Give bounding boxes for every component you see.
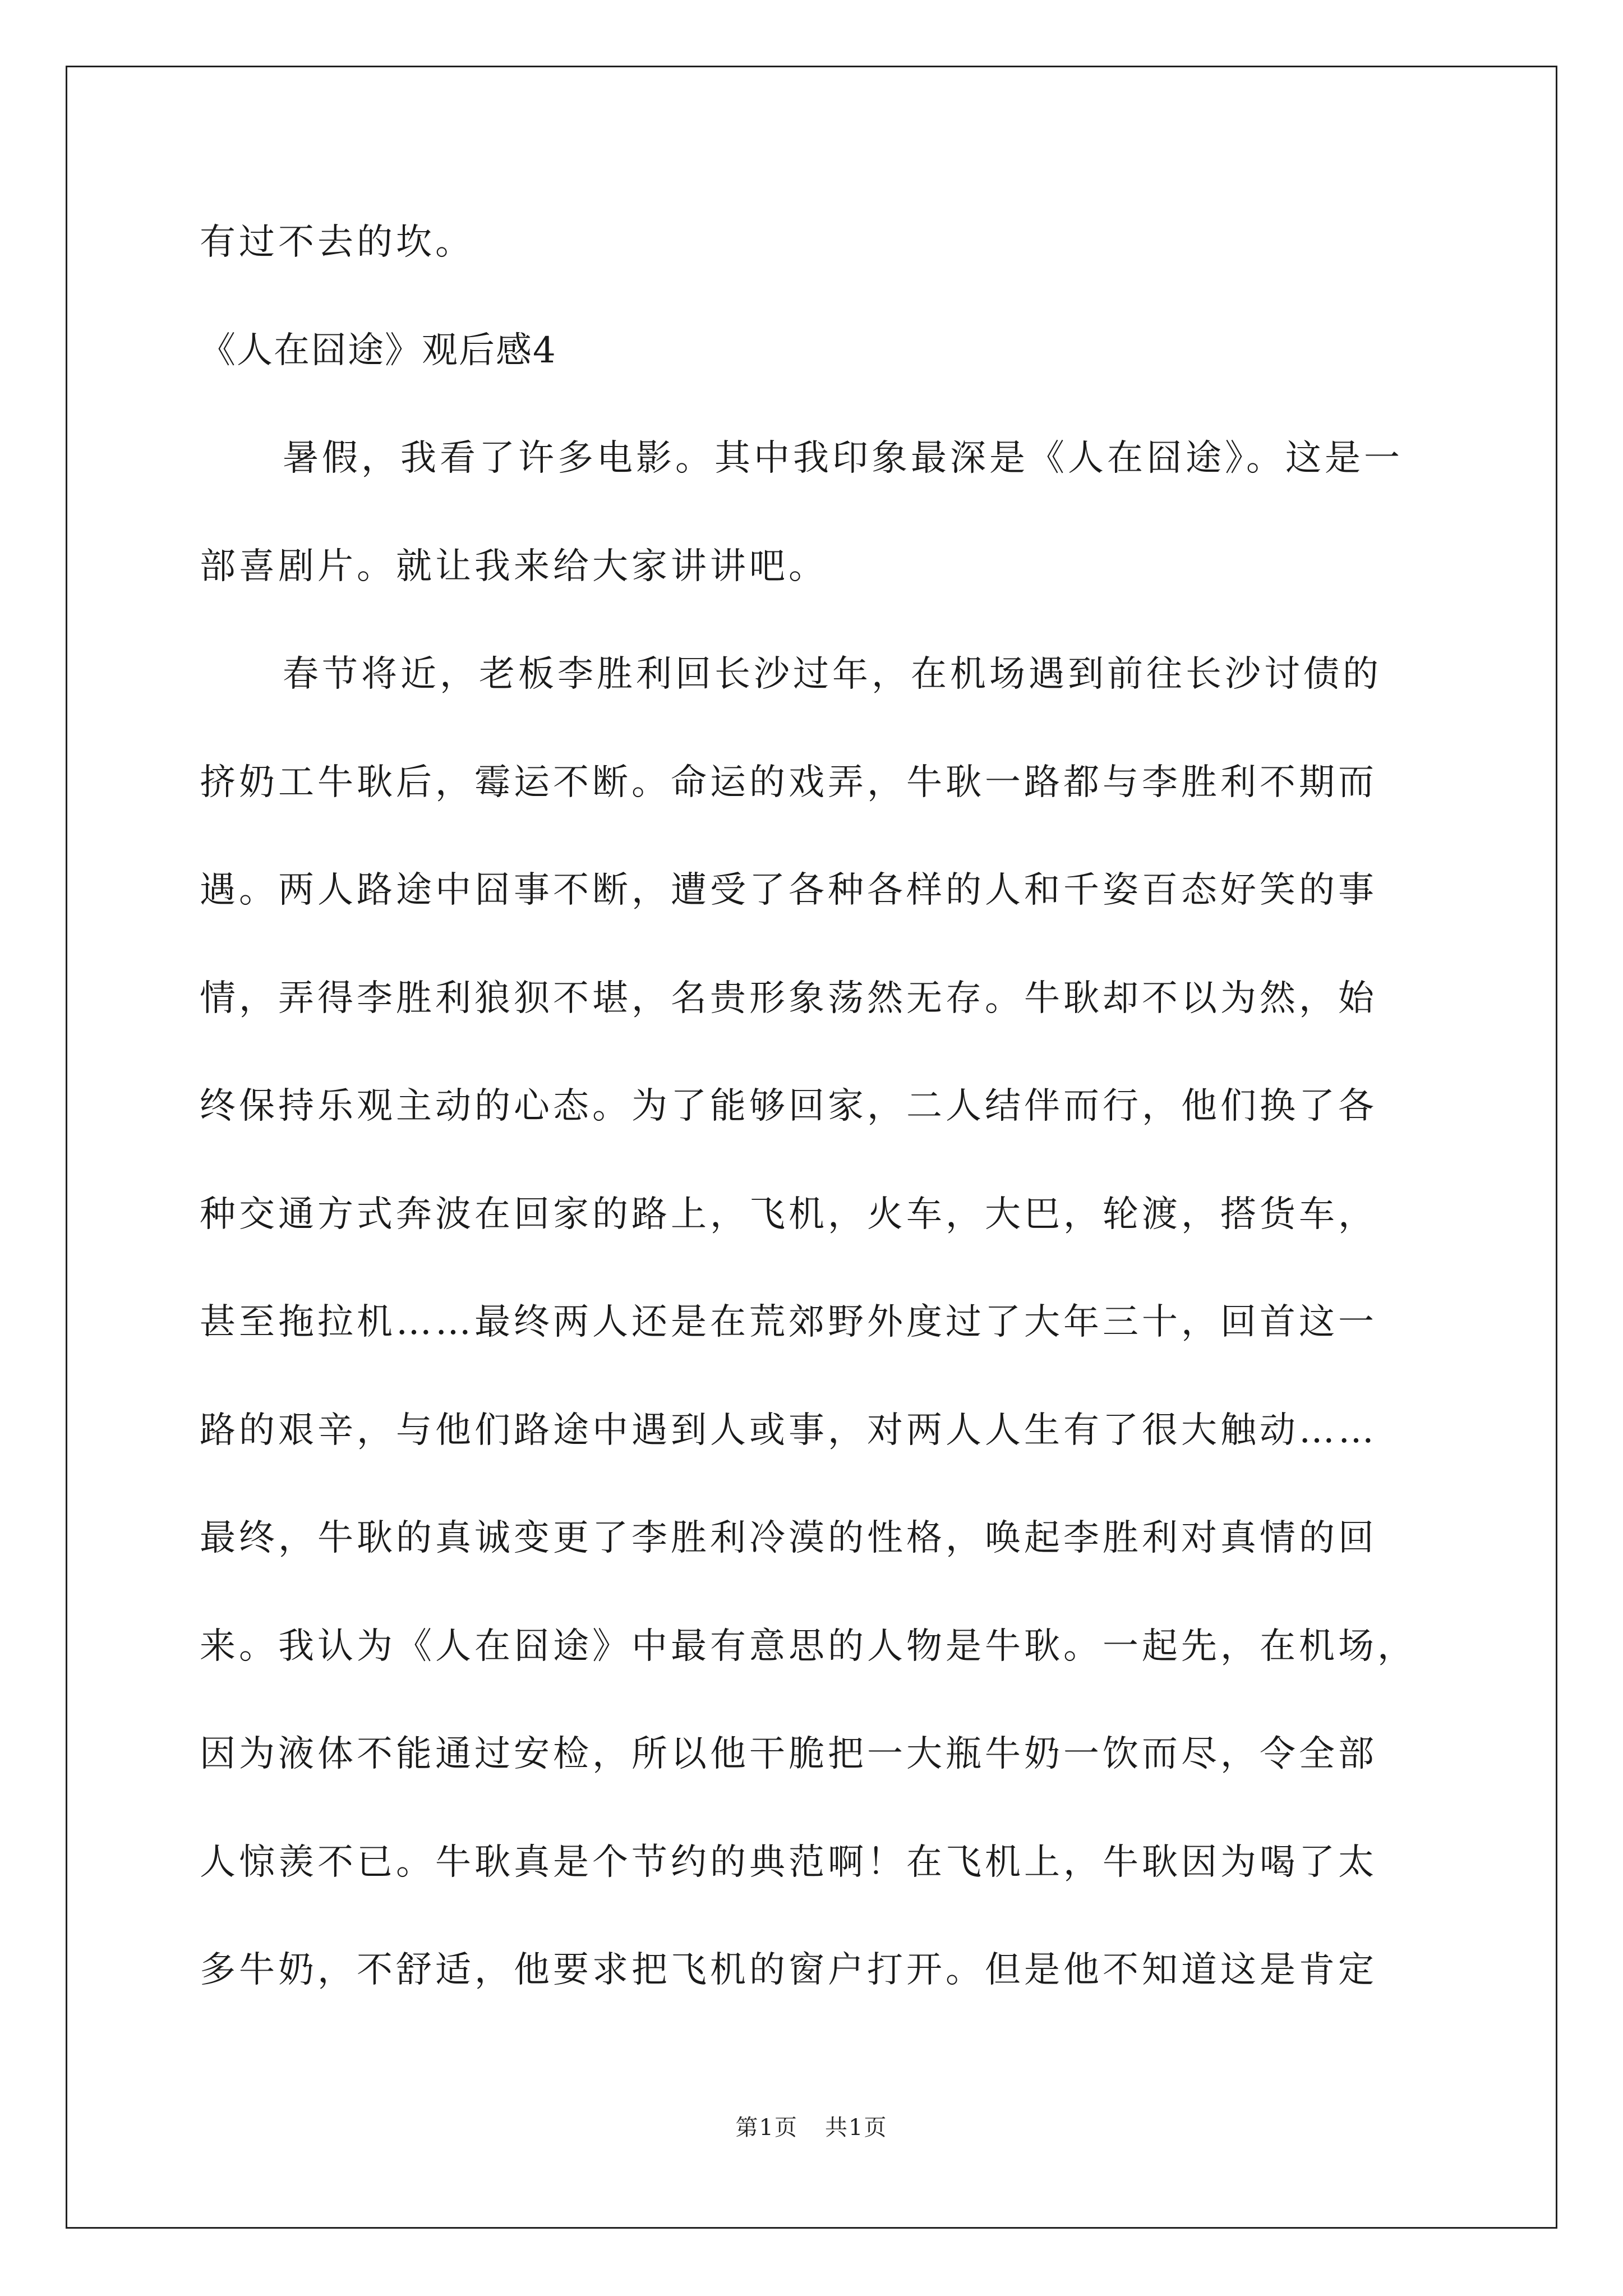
paragraph-first-line: 暑假，我看了许多电影。其中我印象最深是《人在囧途》。这是一 (283, 438, 1403, 479)
text-line: 来。我认为《人在囧途》中最有意思的人物是牛耿。一起先，在机场， (200, 1625, 1417, 1667)
section-heading: 《人在囧途》观后感4 (200, 329, 557, 371)
text-line: 甚至拖拉机……最终两人还是在荒郊野外度过了大年三十，回首这一 (200, 1301, 1377, 1343)
text-line: 挤奶工牛耿后，霉运不断。命运的戏弄，牛耿一路都与李胜利不期而 (200, 761, 1377, 803)
document-body (200, 214, 1428, 2050)
paragraph-first-line: 春节将近，老板李胜利回长沙过年，在机场遇到前往长沙讨债的 (283, 654, 1382, 695)
text-line: 最终，牛耿的真诚变更了李胜利冷漠的性格，唤起李胜利对真情的回 (200, 1517, 1377, 1559)
text-line: 因为液体不能通过安检，所以他干脆把一大瓶牛奶一饮而尽，令全部 (200, 1733, 1377, 1775)
page-number: 第1页 (735, 2115, 798, 2141)
text-line: 种交通方式奔波在回家的路上，飞机，火车，大巴，轮渡，搭货车， (200, 1193, 1377, 1235)
text-line: 遇。两人路途中囧事不断，遭受了各种各样的人和千姿百态好笑的事 (200, 869, 1377, 911)
page-total: 共1页 (825, 2115, 888, 2141)
text-line: 多牛奶，不舒适，他要求把飞机的窗户打开。但是他不知道这是肯定 (200, 1949, 1377, 1991)
text-line: 有过不去的坎。 (200, 222, 474, 263)
page-footer (0, 2110, 1623, 2142)
text-line: 部喜剧片。就让我来给大家讲讲吧。 (200, 545, 828, 587)
text-line: 路的艰辛，与他们路途中遇到人或事，对两人人生有了很大触动…… (200, 1409, 1377, 1451)
text-line: 终保持乐观主动的心态。为了能够回家，二人结伴而行，他们换了各 (200, 1085, 1377, 1127)
text-line: 情，弄得李胜利狼狈不堪，名贵形象荡然无存。牛耿却不以为然，始 (200, 977, 1377, 1019)
text-line: 人惊羡不已。牛耿真是个节约的典范啊！在飞机上，牛耿因为喝了太 (200, 1841, 1377, 1883)
